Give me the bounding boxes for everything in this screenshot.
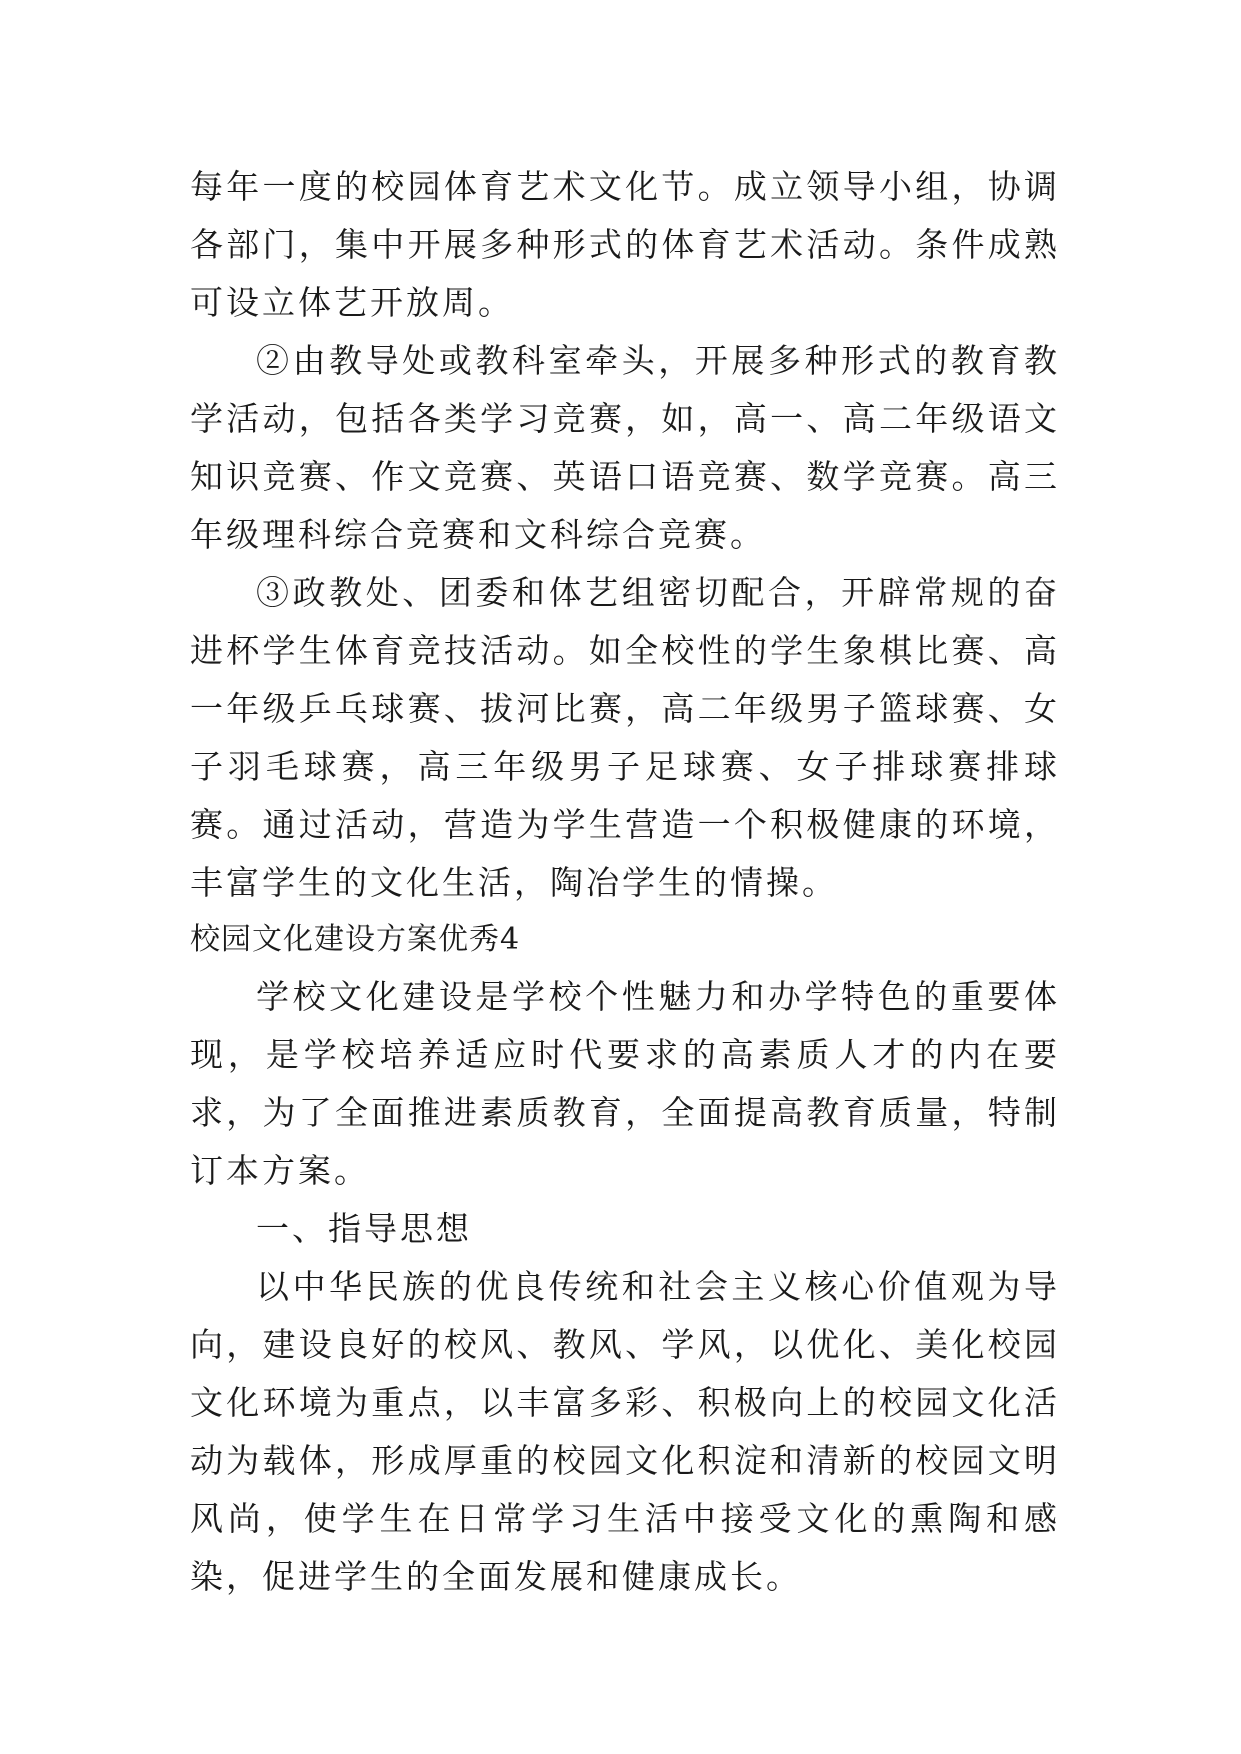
subheading-guiding-ideology: 一、指导思想 xyxy=(256,1209,472,1248)
section-title: 校园文化建设方案优秀4 xyxy=(190,922,521,957)
paragraph-section-intro: 学校文化建设是学校个性魅力和办学特色的重要体现，是学校培养适应时代要求的高素质人才的内在要求，为了全面推进素质教育，全面提高教育质量，特制订本方案。 xyxy=(190,977,1060,1190)
paragraph-sports-activities: ③政教处、团委和体艺组密切配合，开辟常规的奋进杯学生体育竞技活动。如全校性的学生象棋比赛、高一年级乒乓球赛、拔河比赛，高二年级男子篮球赛、女子羽毛球赛，高三年级男子足球赛、女子排球赛排球赛。通过活动，营造为学生营造一个积极健康的环境，丰富学生的文化生活，陶冶学生的情操。 xyxy=(190,573,1060,902)
paragraph-guiding-ideology: 以中华民族的优良传统和社会主义核心价值观为导向，建设良好的校风、教风、学风，以优化、美化校园文化环境为重点，以丰富多彩、积极向上的校园文化活动为载体，形成厚重的校园文化积淀和清新的校园文明风尚，使学生在日常学习生活中接受文化的熏陶和感染，促进学生的全面发展和健康成长。 xyxy=(190,1267,1060,1596)
paragraph-academic-competitions: ②由教导处或教科室牵头，开展多种形式的教育教学活动，包括各类学习竞赛，如，高一、高二年级语文知识竞赛、作文竞赛、英语口语竞赛、数学竞赛。高三年级理科综合竞赛和文科综合竞赛。 xyxy=(190,341,1060,554)
document-body xyxy=(190,158,1060,1606)
paragraph-festival: 每年一度的校园体育艺术文化节。成立领导小组，协调各部门，集中开展多种形式的体育艺术活动。条件成熟可设立体艺开放周。 xyxy=(190,167,1060,322)
